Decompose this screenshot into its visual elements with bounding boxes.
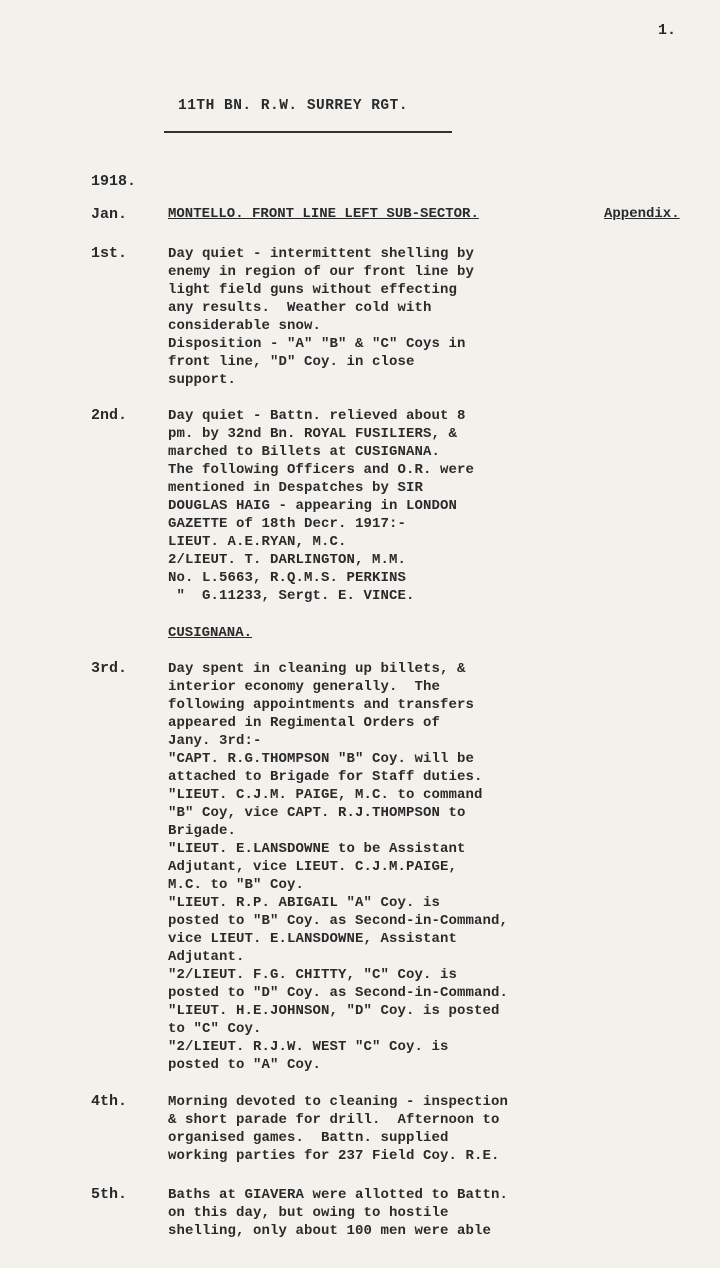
appendix-heading: Appendix. <box>604 206 680 222</box>
entry-date: 5th. <box>91 1186 128 1203</box>
entry-text: Day spent in cleaning up billets, & interior economy generally. The following appointments and transfers appeared in Regimental Orders of Jany. 3rd:- "CAPT. R.G.THOMPSON "B" Coy. will be attached to Brigade for Staff duties. "LIEUT. C.J.M. PAIGE, M.C. to command "B" Coy, vice CAPT. R.J.THOMPSON to Brigade. "LIEUT. E.LANSDOWNE to be Assistant Adjutant, vice LIEUT. C.J.M.PAIGE, M.C. to "B" Coy. "LIEUT. R.P. ABIGAIL "A" Coy. is posted to "B" Coy. as Second-in-Command, vice LIEUT. E.LANSDOWNE, Assistant Adjutant. "2/LIEUT. F.G. CHITTY, "C" Coy. is posted to "D" Coy. as Second-in-Command. "LIEUT. H.E.JOHNSON, "D" Coy. is posted to "C" Coy. "2/LIEUT. R.J.W. WEST "C" Coy. is posted to "A" Coy. <box>168 661 509 1073</box>
entry-date: 3rd. <box>91 660 128 677</box>
entry-text: Day quiet - Battn. relieved about 8 pm. by 32nd Bn. ROYAL FUSILIERS, & marched to Billets at CUSIGNANA. The following Officers and O.R. were mentioned in Despatches by SIR DOUGLAS HAIG - appearing in LONDON GAZETTE of 18th Decr. 1917:- LIEUT. A.E.RYAN, M.C. 2/LIEUT. T. DARLINGTON, M.M. No. L.5663, R.Q.M.S. PERKINS " G.11233, Sergt. E. VINCE. <box>168 408 475 604</box>
entry-text: Morning devoted to cleaning - inspection & short parade for drill. Afternoon to organised games. Battn. supplied working parties for 237 Field Coy. R.E. <box>168 1094 509 1164</box>
entry-date: 1st. <box>91 245 128 262</box>
year-label: 1918. <box>91 173 137 190</box>
title-underline <box>164 131 452 133</box>
page-number: 1. <box>658 22 677 39</box>
section-heading-cusignana: CUSIGNANA. <box>168 625 253 641</box>
document-title: 11TH BN. R.W. SURREY RGT. <box>178 98 409 114</box>
entry-date: 4th. <box>91 1093 128 1110</box>
entry-date: 2nd. <box>91 407 128 424</box>
section-heading-montello: MONTELLO. FRONT LINE LEFT SUB-SECTOR. <box>168 206 479 222</box>
entry-text: Day quiet - intermittent shelling by enemy in region of our front line by light field guns without effecting any results. Weather cold with considerable snow. Disposition - "A" "B" & "C" Coys in front line, "D" Coy. in close support. <box>168 246 475 388</box>
entry-text: Baths at GIAVERA were allotted to Battn. on this day, but owing to hostile shelling, only about 100 men were able <box>168 1187 509 1239</box>
month-label: Jan. <box>91 206 128 223</box>
